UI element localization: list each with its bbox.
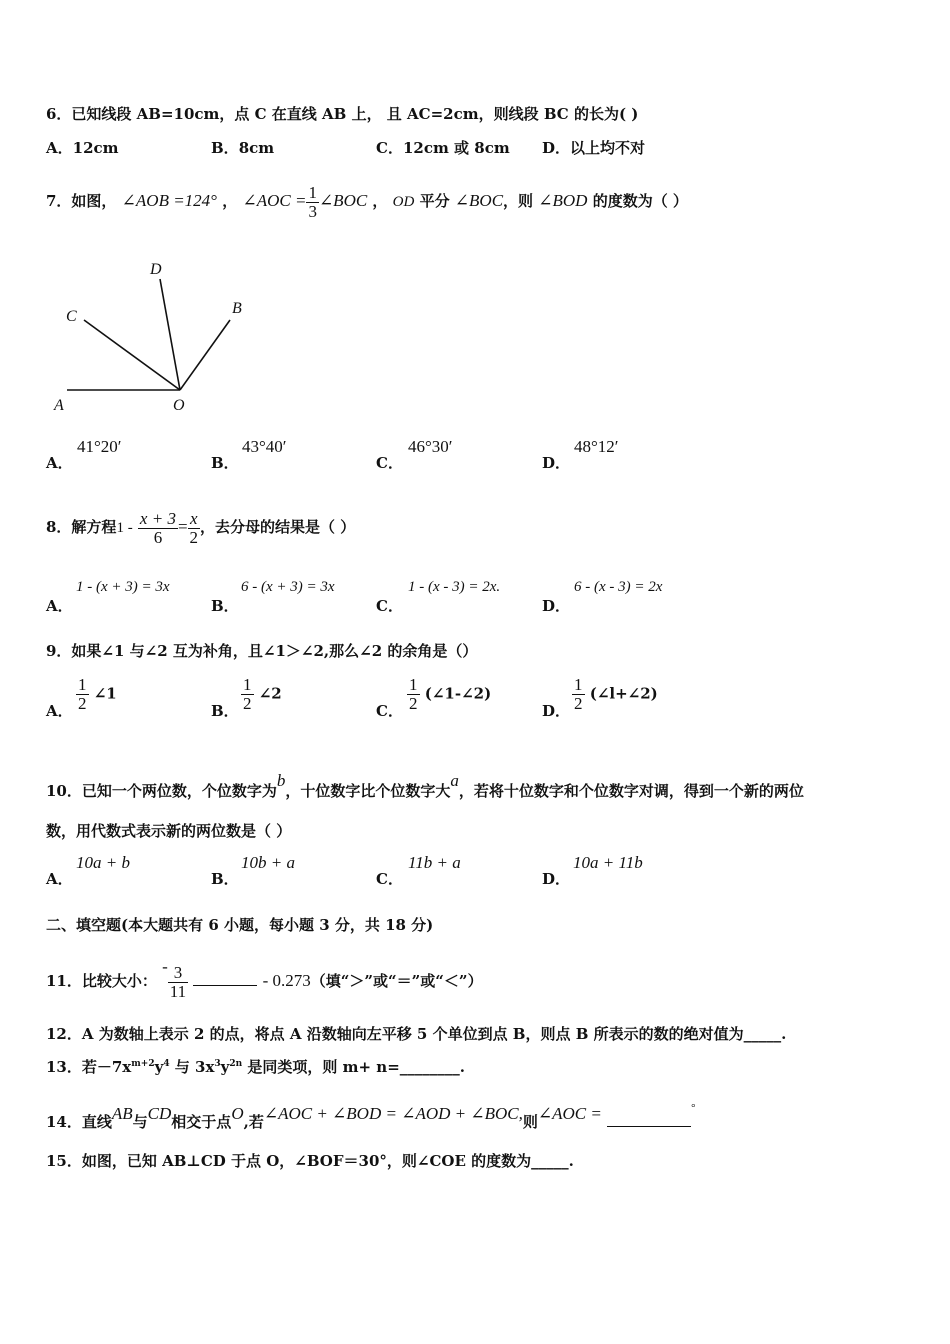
ray-ob bbox=[180, 320, 230, 390]
q7-option-c: 46°30′ bbox=[408, 437, 453, 456]
q10-stem-line2: 数，用代数式表示新的两位数是（ ） bbox=[46, 822, 292, 840]
q11-answer-blank[interactable] bbox=[193, 985, 257, 986]
label-d: D bbox=[150, 261, 162, 278]
q8-option-b-letter: B． bbox=[211, 597, 239, 615]
q10-option-a: 10a + b bbox=[76, 853, 130, 872]
q7-option-a-letter: A． bbox=[46, 454, 73, 472]
q8-option-a: 1 - (x + 3) = 3x bbox=[76, 579, 170, 595]
q9-option-d: $\frac{1}{2}$ (∠l+∠2) bbox=[574, 675, 658, 713]
q10-option-d-letter: D． bbox=[542, 870, 571, 888]
q7-option-a: 41°20′ bbox=[77, 437, 122, 456]
q15-stem: 15．如图，已知 AB⊥CD 于点 O，∠BOF＝30°，则∠COE 的度数为_____. bbox=[46, 1152, 574, 1170]
q6-option-c: C．12cm 或 8cm bbox=[376, 139, 510, 157]
q10-stem-line1: 10．已知一个两位数，个位数字为b，十位数字比个位数字大a，若将十位数字和个位数字对调，得到一个新的两位 bbox=[46, 771, 804, 800]
q6-option-b: B．8cm bbox=[211, 139, 275, 157]
q10-option-b-letter: B． bbox=[211, 870, 239, 888]
q6-option-d: D．以上均不对 bbox=[542, 139, 646, 157]
q11-stem: 11．比较大小： - $\frac{3}{11}$ - 0.273（填“＞”或“＝”或“＜”） bbox=[46, 957, 483, 1001]
q7-option-c-letter: C． bbox=[376, 454, 403, 472]
q7-option-b: 43°40′ bbox=[242, 437, 287, 456]
q8-option-c-letter: C． bbox=[376, 597, 403, 615]
q7-stem: 7．如图， ∠AOB =124° ， ∠AOC = $\frac{1}{3}$ ∠BOC ， OD 平分 ∠BOC，则 ∠BOD 的度数为（ ） bbox=[46, 182, 688, 221]
q12-stem: 12．A 为数轴上表示 2 的点，将点 A 沿数轴向左平移 5 个单位到点 B，则点 B 所表示的数的绝对值为_____. bbox=[46, 1025, 787, 1043]
q6-stem: 6．已知线段 AB=10cm，点 C 在直线 AB 上， 且 AC=2cm，则线段 BC 的长为( ) bbox=[46, 105, 639, 123]
q8-option-c: 1 - (x - 3) = 2x. bbox=[408, 579, 501, 595]
q9-option-c: $\frac{1}{2}$ (∠1-∠2) bbox=[409, 675, 492, 713]
q8-stem: 8．解方程1 - $\frac{x + 3}{6}$ = $\frac{x}{2}$ ，去分母的结果是（ ） bbox=[46, 508, 356, 547]
q7-fraction: $\frac{1}{3}$ bbox=[308, 182, 317, 221]
ray-od bbox=[160, 279, 180, 390]
q6-option-a: A．12cm bbox=[46, 139, 119, 157]
q9-option-a-letter: A． bbox=[46, 702, 73, 720]
q14-answer-blank[interactable] bbox=[607, 1126, 691, 1127]
q9-option-b-letter: B． bbox=[211, 702, 239, 720]
q10-option-d: 10a + 11b bbox=[573, 853, 643, 872]
q11-fraction: $\frac{3}{11}$ bbox=[169, 962, 187, 1001]
q14-stem: 14．直线AB与CD相交于点O,若∠AOC + ∠BOD = ∠AOD + ∠BOC,则∠AOC = ° bbox=[46, 1102, 696, 1131]
q9-option-d-letter: D． bbox=[542, 702, 571, 720]
q9-option-b: $\frac{1}{2}$ ∠2 bbox=[243, 675, 282, 713]
q8-fraction-2: $\frac{x}{2}$ bbox=[189, 508, 199, 547]
q10-option-c-letter: C． bbox=[376, 870, 403, 888]
q8-option-b: 6 - (x + 3) = 3x bbox=[241, 579, 335, 595]
q9-option-c-letter: C． bbox=[376, 702, 403, 720]
q8-option-d-letter: D． bbox=[542, 597, 571, 615]
q9-stem: 9．如果∠1 与∠2 互为补角，且∠1＞∠2,那么∠2 的余角是（） bbox=[46, 642, 478, 660]
label-a: A bbox=[54, 397, 64, 414]
q8-option-d: 6 - (x - 3) = 2x bbox=[574, 579, 663, 595]
q7-option-d-letter: D． bbox=[542, 454, 571, 472]
q7-option-b-letter: B． bbox=[211, 454, 239, 472]
q7-angle-figure bbox=[40, 255, 260, 420]
q13-stem: 13．若$-7x^{m+2}y^4$ 与 $3x^3y^{2n}$ 是同类项，则 m+ n=________. bbox=[46, 1058, 466, 1076]
q8-option-a-letter: A． bbox=[46, 597, 73, 615]
section-2-title: 二、填空题(本大题共有 6 小题，每小题 3 分，共 18 分) bbox=[46, 916, 434, 934]
ray-oc bbox=[84, 320, 180, 390]
label-b: B bbox=[232, 300, 242, 317]
label-c: C bbox=[66, 308, 77, 325]
q9-option-a: $\frac{1}{2}$ ∠1 bbox=[78, 675, 117, 713]
q8-fraction-1: $\frac{x + 3}{6}$ bbox=[139, 508, 176, 547]
q10-option-b: 10b + a bbox=[241, 853, 295, 872]
q10-option-a-letter: A． bbox=[46, 870, 73, 888]
label-o: O bbox=[173, 397, 185, 414]
q10-option-c: 11b + a bbox=[408, 853, 461, 872]
q7-option-d: 48°12′ bbox=[574, 437, 619, 456]
